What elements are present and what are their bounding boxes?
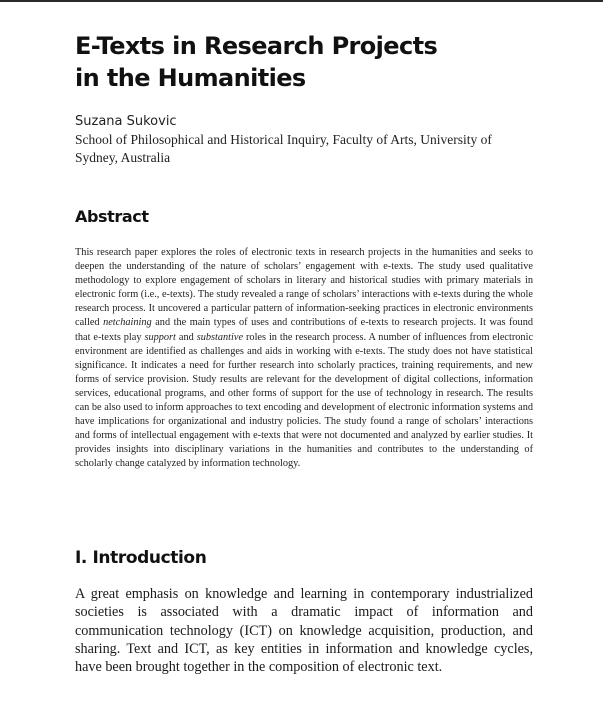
introduction-heading: I. Introduction	[75, 548, 207, 568]
author-name: Suzana Sukovic	[75, 114, 177, 129]
title-line-2: in the Humanities	[75, 64, 306, 92]
abstract-text-part-4: roles in the research process. A number of influences from electronic environment are identified as challenges and aids in working with e-texts. The study does not have statistical significance. It indicates a need for further research into scholarly practices, training requirements, and new forms of service provision. Study results are relevant for the development of digital collections, information services, educational programs, and other forms of support for the use of technology in research. The results can be also used to inform approaches to text encoding and development of electronic information systems and have implications for organizational and industry policies. The study found a range of scholars’ interactions and forms of intellectual engagement with e-texts that were not documented and analyzed by earlier studies. It provides insights into disciplinary variations in the humanities and contributes to the understanding of scholarly change catalyzed by information technology.	[75, 331, 534, 470]
page-top-rule	[0, 0, 603, 2]
author-affiliation: School of Philosophical and Historical Inquiry, Faculty of Arts, University of Sydney, Australia	[75, 132, 492, 165]
introduction-text: A great emphasis on knowledge and learning in contemporary industrialized societies is associated with a dramatic impact of information and communication technology (ICT) on knowledge acquisition, production, and sharing. Text and ICT, as key entities in information and knowledge cycles, have been brought together in the composition of electronic text.	[75, 586, 533, 676]
abstract-text-part-1: This research paper explores the roles of electronic texts in research projects in the humanities and seeks to deepen the understanding of the nature of scholars’ engagement with e-texts. The study used qualitative methodology to explore engagement of scholars in literary and historical studies with primary materials in electronic form (i.e., e-texts). The study revealed a range of scholars’ interactions with e-texts during the whole research process. It uncovered a particular pattern of information-seeking practices in electronic environments called	[75, 247, 533, 329]
title-line-1: E-Texts in Research Projects	[75, 32, 438, 60]
term-substantive: substantive	[196, 331, 244, 343]
abstract-heading: Abstract	[75, 207, 149, 226]
abstract-text-part-3: and	[175, 331, 197, 343]
term-netchaining: netchaining	[103, 317, 152, 329]
abstract-text	[75, 246, 533, 472]
paper-title	[75, 30, 535, 94]
term-support: support	[144, 331, 176, 343]
abstract-text-part-2: and the main types of uses and contributions of e-texts to research projects. It was found that e-texts play	[75, 317, 533, 343]
